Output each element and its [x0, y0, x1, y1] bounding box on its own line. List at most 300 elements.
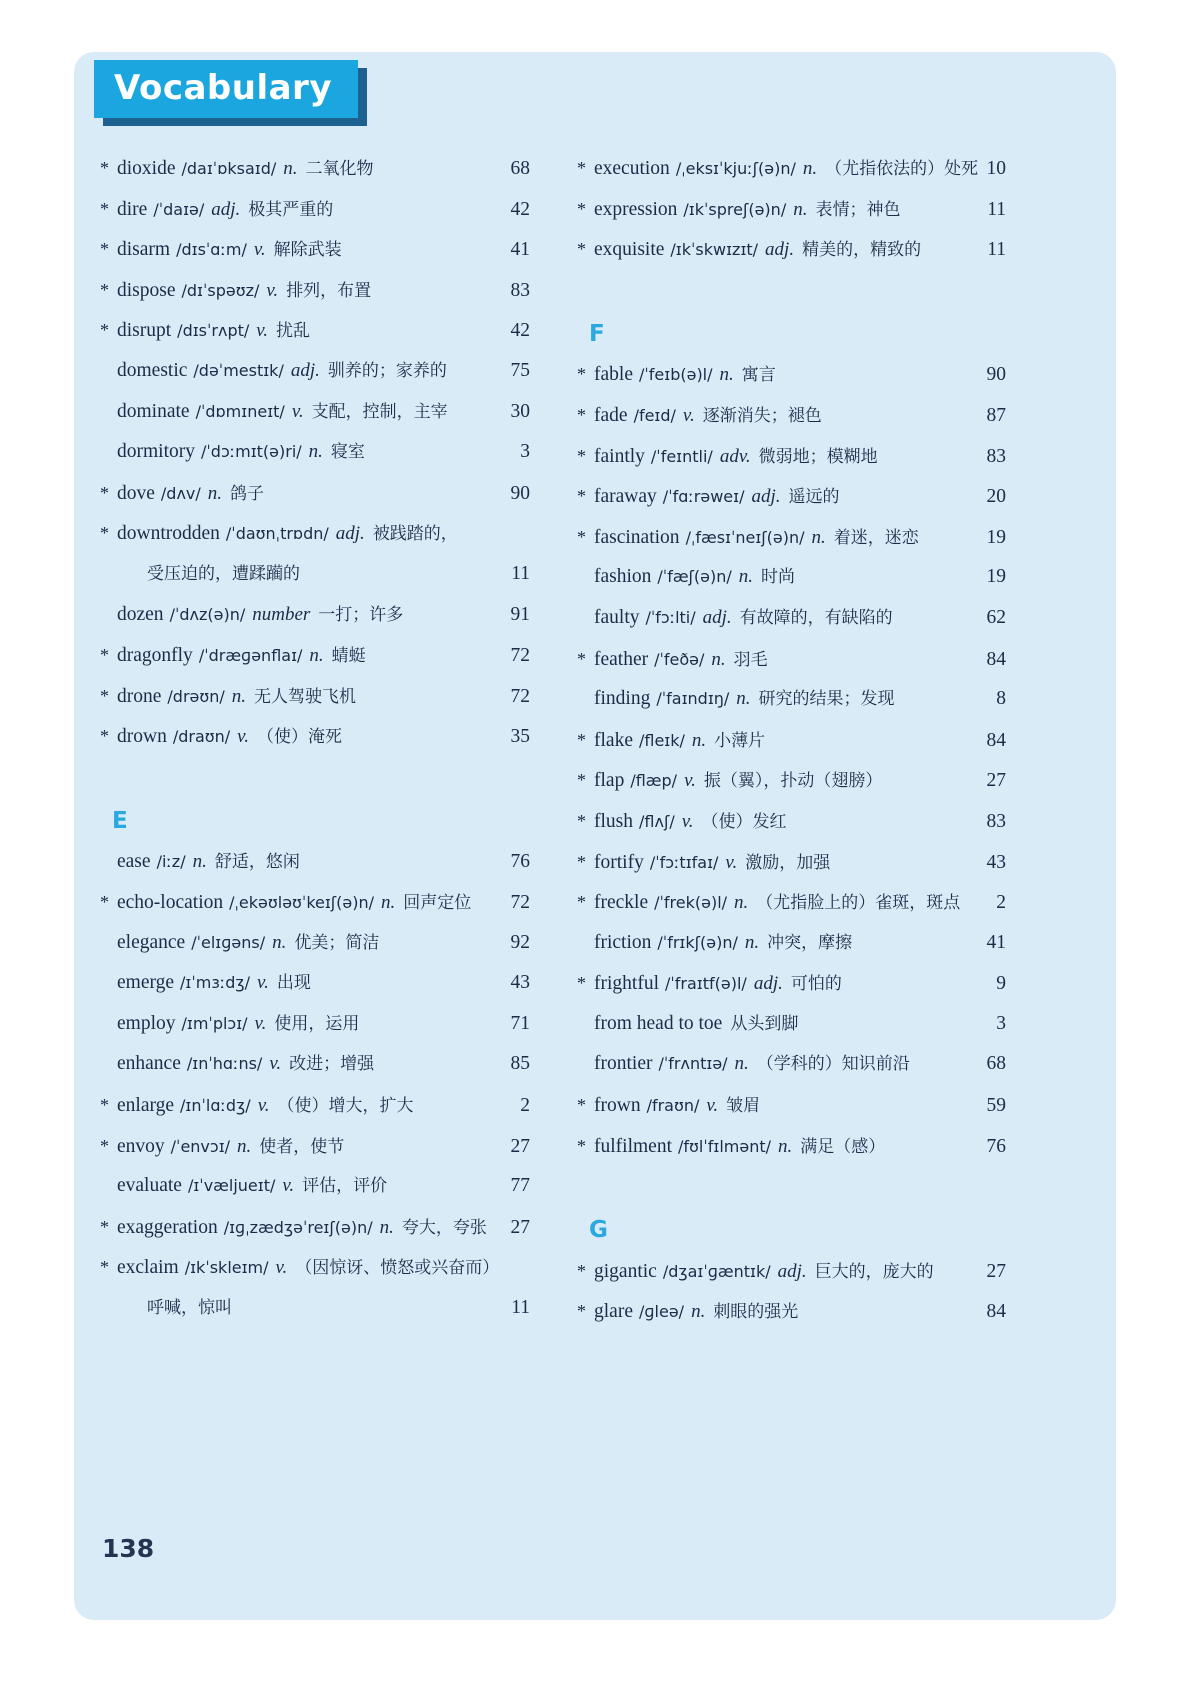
entry-pos: adj.: [211, 198, 241, 220]
entry-text: [117, 842, 300, 884]
vocab-entry: [100, 716, 530, 757]
entry-phonetic: /dɪsˈɑːm/: [176, 240, 247, 260]
entry-text: [594, 1292, 798, 1334]
entry-word: dominate: [117, 400, 190, 422]
entry-text: [594, 802, 786, 844]
star-marker: *: [577, 198, 586, 219]
vocab-entry: [577, 598, 1006, 639]
entry-text: [594, 230, 921, 272]
entry-phonetic: /ˈfeɪb(ə)l/: [638, 365, 713, 385]
entry-text: [117, 190, 333, 232]
entry-def: （使）发红: [701, 811, 787, 832]
entry-page: 71: [510, 1012, 530, 1034]
entry-phonetic: /flʌʃ/: [639, 811, 675, 831]
entry-text: [117, 1288, 232, 1330]
entry-phonetic: /ɪmˈplɔɪ/: [181, 1013, 248, 1033]
entry-phonetic: /dɪsˈrʌpt/: [177, 321, 250, 341]
entry-def: 表情；神色: [815, 199, 901, 220]
entry-def: 羽毛: [733, 649, 768, 670]
entry-page: 30: [510, 400, 530, 422]
entry-page: 83: [510, 279, 530, 301]
entry-def: （尤指脸上的）雀斑，斑点: [756, 893, 961, 914]
entry-pos: v.: [282, 1175, 295, 1197]
star-marker: *: [100, 482, 109, 503]
star-marker: *: [577, 729, 586, 750]
entry-page: 59: [986, 1095, 1006, 1117]
entry-page: 68: [510, 158, 530, 179]
vocab-entry-continuation: [100, 554, 530, 595]
entry-page: 43: [986, 851, 1006, 873]
entry-pos: n.: [811, 526, 826, 548]
entry-pos: n.: [207, 482, 223, 504]
entry-text: [117, 677, 356, 719]
entry-def: （因惊讶、愤怒或兴奋而）: [295, 1258, 500, 1279]
entry-page: 27: [510, 1216, 530, 1238]
star-marker: *: [577, 973, 586, 994]
star-marker: *: [577, 404, 586, 425]
entry-phonetic: /ˈdɒmɪneɪt/: [195, 401, 285, 421]
entry-def: 出现: [276, 973, 311, 994]
star-marker: *: [100, 279, 109, 300]
entry-phonetic: /fleɪk/: [638, 730, 685, 750]
entry-word: gigantic: [594, 1260, 657, 1282]
entry-text: [594, 437, 878, 479]
entry-page: 27: [986, 1260, 1006, 1282]
entry-word: fulfilment: [594, 1135, 672, 1157]
entry-phonetic: /fʊlˈfɪlmənt/: [677, 1136, 771, 1156]
entry-word: finding: [594, 688, 651, 710]
entry-phonetic: /fraʊn/: [646, 1096, 700, 1116]
entry-phonetic: /ɪkˈskleɪm/: [184, 1258, 269, 1278]
entry-def: 优美；简洁: [294, 932, 380, 953]
entry-text: [117, 149, 374, 191]
vocab-entry: [577, 354, 1006, 395]
entry-pos: n.: [744, 931, 760, 953]
entry-def: 二氧化物: [305, 159, 374, 179]
entry-word: execution: [594, 158, 670, 179]
entry-def: 使者，使节: [259, 1136, 345, 1157]
entry-word: elegance: [117, 931, 186, 953]
entry-def: 逐渐消失；褪色: [702, 405, 822, 426]
entry-pos: v.: [291, 400, 304, 422]
entry-page: 90: [510, 482, 530, 504]
entry-word: fade: [594, 404, 628, 426]
vocab-entry: [100, 1004, 530, 1045]
vocab-entry: [577, 148, 1006, 189]
entry-def: 夸大，夸张: [401, 1217, 487, 1238]
entry-phonetic: /ˈfeɪntli/: [650, 446, 713, 466]
entry-def: 回声定位: [403, 893, 472, 914]
star-marker: *: [577, 1301, 586, 1322]
entry-word: domestic: [117, 359, 188, 381]
entry-page: 42: [510, 198, 530, 220]
entry-phonetic: /ˌfæsɪˈneɪʃ(ə)n/: [685, 527, 805, 547]
entry-word: frontier: [594, 1053, 653, 1075]
entry-def: 刺眼的强光: [713, 1302, 799, 1323]
entry-def: 解除武装: [273, 240, 342, 261]
entry-phonetic: /ˈdræɡənflaɪ/: [198, 646, 303, 666]
entry-pos: n.: [308, 441, 323, 463]
entry-page: 35: [510, 726, 530, 748]
entry-def: （使）淹死: [256, 727, 342, 748]
entry-def: 改进；增强: [289, 1054, 375, 1075]
entry-word: flap: [594, 770, 625, 792]
vocab-entry: [577, 801, 1006, 842]
entry-word: dormitory: [117, 441, 195, 463]
entry-word: dioxide: [117, 158, 176, 179]
vocab-entry: [577, 963, 1006, 1004]
vocab-entry: [100, 351, 530, 392]
entry-text: [117, 1248, 499, 1290]
vocab-entry: [100, 882, 530, 923]
entry-page: 84: [986, 729, 1006, 751]
entry-text: [117, 392, 448, 434]
vocab-entry: [100, 189, 530, 230]
vocab-entry: [577, 229, 1006, 270]
entry-page: 72: [510, 892, 530, 914]
entry-phonetic: /ˈenvɔɪ/: [170, 1136, 231, 1156]
entry-pos: n.: [691, 729, 707, 751]
entry-def-continued: 受压迫的，遭蹂躏的: [147, 563, 300, 584]
star-marker: *: [577, 239, 586, 260]
entry-phonetic: /ˈelɪɡəns/: [191, 932, 266, 952]
entry-pos: n.: [192, 850, 207, 872]
entry-pos: adj.: [777, 1260, 807, 1282]
entry-text: [594, 355, 776, 397]
entry-text: [117, 514, 458, 556]
entry-def: 评估，评价: [302, 1176, 388, 1197]
vocab-entry: [100, 1247, 530, 1288]
vocab-entry: [100, 842, 530, 883]
entry-page: 76: [510, 850, 530, 872]
entry-def-continued: 呼喊，惊叫: [147, 1298, 232, 1319]
star-marker: *: [577, 1095, 586, 1116]
entry-text: [594, 883, 960, 925]
section-letter: F: [589, 320, 605, 347]
vocab-entry: [100, 635, 530, 676]
entry-phonetic: /ˈdaʊnˌtrɒdn/: [225, 524, 329, 544]
entry-word: flake: [594, 729, 633, 751]
vocab-column-right: [577, 148, 1006, 1332]
entry-word: fable: [594, 364, 633, 386]
star-marker: *: [577, 364, 586, 385]
section-letter: G: [589, 1217, 608, 1244]
entry-text: [594, 1127, 885, 1169]
entry-def: 遥远的: [788, 487, 840, 508]
entry-pos: n.: [802, 158, 818, 179]
entry-text: [117, 474, 264, 516]
entry-page: 19: [986, 566, 1006, 588]
vocab-entry: [577, 395, 1006, 436]
entry-word: exquisite: [594, 239, 665, 261]
entry-pos: v.: [257, 1095, 270, 1117]
star-marker: *: [577, 892, 586, 913]
entry-text: [594, 1252, 934, 1294]
entry-pos: adj.: [290, 359, 320, 381]
entry-phonetic: /ɪkˈskwɪzɪt/: [670, 240, 759, 260]
star-marker: *: [577, 648, 586, 669]
vocab-entry: [100, 229, 530, 270]
entry-pos: v.: [256, 320, 269, 342]
entry-phonetic: /ˈdaɪə/: [153, 199, 205, 219]
entry-page: 90: [986, 364, 1006, 386]
entry-def: 被践踏的，: [372, 524, 458, 545]
entry-word: drown: [117, 726, 167, 748]
entry-phonetic: /ˈfɔːlti/: [645, 607, 696, 627]
entry-page: 62: [986, 606, 1006, 628]
entry-pos: n.: [231, 685, 247, 707]
vocab-entry: [577, 882, 1006, 923]
entry-text: [117, 1086, 413, 1128]
vocab-entry: [100, 148, 530, 189]
vocab-entry: [577, 720, 1006, 761]
star-marker: *: [100, 198, 109, 219]
vocab-entry: [577, 760, 1006, 801]
star-marker: *: [100, 1095, 109, 1116]
entry-def: 小薄片: [714, 730, 766, 751]
entry-page: 75: [510, 359, 530, 381]
entry-text: [117, 883, 471, 925]
star-marker: *: [100, 1257, 109, 1278]
entry-phonetic: /draʊn/: [172, 727, 231, 747]
vocab-entry: [577, 1126, 1006, 1167]
entry-phonetic: /ˈdɔːmɪt(ə)ri/: [201, 442, 302, 462]
star-marker: *: [577, 486, 586, 507]
entry-pos: v.: [266, 279, 279, 301]
entry-text: [117, 432, 365, 474]
entry-def: （学科的）知识前沿: [756, 1054, 910, 1075]
entry-word: freckle: [594, 892, 649, 914]
entry-page: 41: [986, 931, 1006, 953]
entry-phonetic: /ɪnˈhɑːns/: [186, 1054, 263, 1074]
entry-text: [117, 717, 342, 759]
entry-word: enhance: [117, 1053, 181, 1075]
entry-def: 极其严重的: [248, 199, 334, 220]
entry-page: 27: [510, 1135, 530, 1157]
entry-text: [117, 595, 403, 637]
entry-pos: v.: [254, 1012, 267, 1034]
star-marker: *: [577, 851, 586, 872]
entry-def: 巨大的，庞大的: [814, 1261, 934, 1282]
entry-def: 着迷，迷恋: [833, 527, 919, 548]
star-marker: *: [100, 1135, 109, 1156]
entry-text: [594, 923, 852, 965]
star-marker: *: [100, 320, 109, 341]
entry-text: [594, 518, 919, 560]
vocab-entry: [577, 189, 1006, 230]
entry-phonetic: /ˈfɔːtɪfaɪ/: [649, 852, 719, 872]
entry-def: 皱眉: [726, 1096, 761, 1117]
entry-page: 19: [986, 526, 1006, 548]
vocab-entry: [100, 963, 530, 1004]
entry-text: [594, 477, 839, 519]
vocab-entry: [577, 842, 1006, 883]
entry-def: 满足（感）: [800, 1136, 886, 1157]
entry-pos: n.: [793, 198, 808, 220]
entry-pos: n.: [381, 892, 396, 914]
entry-word: fortify: [594, 851, 644, 873]
entry-page: 85: [510, 1053, 530, 1075]
entry-word: from head to toe: [594, 1012, 723, 1034]
entry-phonetic: /ˈfɑːrəweɪ/: [662, 487, 745, 507]
entry-pos: v.: [682, 404, 695, 426]
entry-page: 77: [510, 1175, 530, 1197]
vocab-entry: [100, 1044, 530, 1085]
entry-pos: v.: [725, 851, 738, 873]
entry-word: employ: [117, 1012, 176, 1034]
entry-pos: adj.: [335, 523, 365, 545]
star-marker: *: [577, 526, 586, 547]
entry-page: 84: [986, 1301, 1006, 1323]
entry-pos: v.: [257, 972, 269, 994]
entry-word: ease: [117, 850, 151, 872]
entry-page: 76: [986, 1135, 1006, 1157]
entry-def: 寝室: [330, 442, 365, 463]
vocab-entry: [100, 923, 530, 964]
entry-word: echo-location: [117, 892, 224, 914]
entry-word: faulty: [594, 606, 640, 628]
entry-phonetic: /drəʊn/: [167, 686, 225, 706]
entry-word: faintly: [594, 445, 645, 467]
entry-page: 9: [996, 973, 1006, 995]
entry-pos: adj.: [702, 606, 732, 628]
entry-word: friction: [594, 931, 652, 953]
entry-pos: n.: [738, 566, 754, 588]
entry-text: [117, 963, 311, 1005]
entry-pos: adj.: [753, 973, 783, 995]
star-marker: *: [577, 158, 586, 178]
entry-pos: n.: [283, 158, 298, 179]
entry-def: 冲突，摩擦: [767, 932, 853, 953]
entry-word: faraway: [594, 486, 657, 508]
entry-page: 11: [511, 1297, 530, 1319]
entry-word: evaluate: [117, 1175, 182, 1197]
entry-word: exaggeration: [117, 1216, 218, 1238]
entry-pos: v.: [237, 726, 249, 748]
entry-page: 11: [511, 562, 530, 584]
entry-pos: adj.: [751, 486, 781, 508]
entry-phonetic: /iːz/: [156, 851, 186, 871]
entry-def: 研究的结果；发现: [758, 689, 895, 710]
vocab-entry: [577, 1085, 1006, 1126]
entry-def: 微弱地；模糊地: [758, 446, 878, 467]
entry-page: 2: [520, 1095, 530, 1117]
entry-word: glare: [594, 1301, 633, 1323]
entry-page: 87: [986, 404, 1006, 426]
entry-page: 43: [510, 972, 530, 994]
entry-def: 寓言: [741, 365, 776, 386]
vocab-entry: [100, 1126, 530, 1167]
entry-pos: n.: [778, 1135, 793, 1157]
entry-word: frightful: [594, 973, 659, 995]
entry-page: 91: [510, 603, 530, 625]
vocab-entry: [577, 557, 1006, 598]
entry-text: [117, 554, 300, 596]
star-marker: *: [100, 726, 109, 747]
entry-pos: v.: [684, 770, 696, 792]
entry-text: [117, 636, 366, 678]
section-letter: E: [112, 807, 128, 834]
entry-def: 蜻蜓: [331, 646, 366, 667]
entry-phonetic: /ɪnˈlɑːdʒ/: [180, 1096, 251, 1116]
vocab-entry: [100, 473, 530, 514]
vocab-entry: [577, 679, 1006, 720]
entry-def: 可怕的: [790, 974, 842, 995]
vocab-entry: [100, 1085, 530, 1126]
vocab-column-left: [100, 148, 530, 1329]
entry-phonetic: /ˈfæʃ(ə)n/: [657, 567, 732, 587]
entry-def: 排列，布置: [286, 280, 372, 301]
entry-pos: v.: [275, 1257, 288, 1279]
entry-page: 11: [987, 239, 1006, 261]
entry-def: 支配，控制，主宰: [311, 401, 448, 422]
entry-phonetic: /ˈfrʌntɪə/: [658, 1054, 728, 1074]
entry-word: exclaim: [117, 1257, 179, 1279]
star-marker: *: [100, 645, 109, 666]
vocab-entry: [577, 476, 1006, 517]
entry-def: 无人驾驶飞机: [254, 686, 357, 707]
page-number: 138: [102, 1534, 155, 1563]
entry-text: [594, 761, 882, 803]
entry-pos: n.: [272, 931, 287, 953]
entry-pos: n.: [734, 1053, 749, 1075]
star-marker: *: [100, 1216, 109, 1237]
vocab-entry: [100, 392, 530, 433]
entry-text: [594, 149, 978, 191]
vocab-entry: [577, 1004, 1006, 1045]
entry-word: downtrodden: [117, 523, 220, 545]
vocab-entry: [100, 595, 530, 636]
entry-page: 3: [520, 441, 530, 463]
entry-text: [594, 557, 795, 599]
star-marker: *: [577, 445, 586, 466]
entry-text: [594, 679, 895, 721]
entry-pos: v.: [706, 1095, 719, 1117]
entry-phonetic: /ˈdʌz(ə)n/: [169, 604, 246, 624]
entry-phonetic: /dʒaɪˈɡæntɪk/: [662, 1261, 771, 1281]
entry-word: dispose: [117, 279, 176, 301]
page-title: Vocabulary: [114, 68, 332, 108]
entry-page: 2: [996, 892, 1006, 914]
entry-pos: n.: [719, 364, 734, 386]
entry-phonetic: /ˈfraɪtf(ə)l/: [664, 974, 747, 994]
entry-phonetic: /ɡleə/: [638, 1302, 685, 1322]
entry-phonetic: /ɪkˈspreʃ(ə)n/: [683, 199, 787, 219]
entry-page: 8: [996, 688, 1006, 710]
entry-word: emerge: [117, 972, 175, 994]
vocab-entry: [577, 1291, 1006, 1332]
entry-text: [117, 311, 310, 353]
entry-page: 92: [510, 931, 530, 953]
entry-pos: n.: [736, 688, 751, 710]
vocab-entry: [577, 1251, 1006, 1292]
entry-def: 振（翼），扑动（翅膀）: [703, 771, 883, 792]
entry-pos: n.: [734, 892, 749, 914]
entry-pos: v.: [269, 1053, 282, 1075]
star-marker: *: [100, 685, 109, 706]
entry-text: [594, 1044, 910, 1086]
entry-phonetic: /ˌeksɪˈkjuːʃ(ə)n/: [675, 159, 796, 178]
entry-phonetic: /ɪˈmɜːdʒ/: [180, 973, 251, 993]
entry-word: dragonfly: [117, 645, 193, 667]
entry-phonetic: /ˈfrɪkʃ(ə)n/: [657, 932, 738, 952]
entry-page: 3: [996, 1012, 1006, 1034]
entry-phonetic: /dəˈmestɪk/: [193, 360, 284, 380]
entry-text: [594, 964, 842, 1006]
entry-text: [117, 1127, 344, 1169]
entry-text: [594, 640, 768, 682]
entry-phonetic: /ˈfaɪndɪŋ/: [656, 689, 730, 709]
